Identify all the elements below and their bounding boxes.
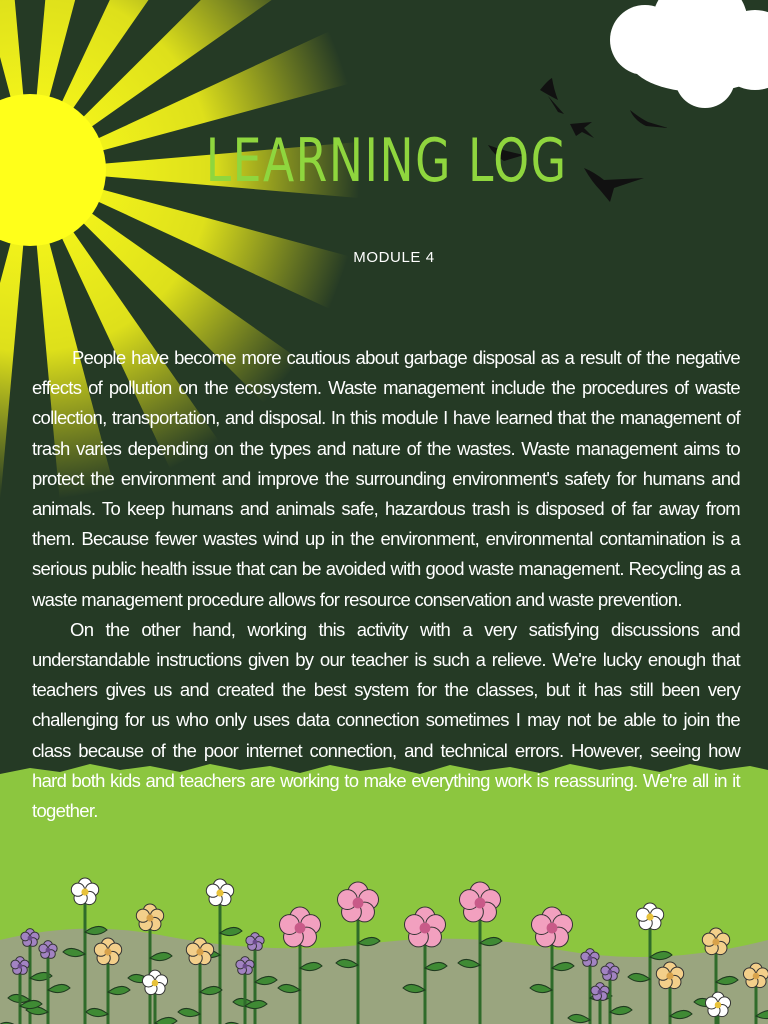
learning-log-text [32,343,740,826]
bird-icon [540,78,564,114]
module-subtitle: MODULE 4 [353,249,435,266]
page-title: LEARNING LOG [205,126,568,196]
cloud-icon [610,0,768,108]
paragraph: People have become more cautious about garbage disposal as a result of the negative effects of pollution on the ecosystem. Waste management include the procedures of waste collection, transportation, and disposal. In this module I have learned that the management of trash varies depending on the types and nature of the wastes. Waste management aims to protect the environment and improve the surrounding environment's safety for humans and animals. To keep humans and animals safe, hazardous trash is disposed of far away from them. Because fewer wastes wind up in the environment, environmental contamination is a serious public health issue that can be avoided with good waste management. Recycling as a waste management procedure allows for resource conservation and waste prevention. [32,347,740,610]
paragraph: On the other hand, working this activity with a very satisfying discussions and understandable instructions given by our teacher is such a relieve. We're lucky enough that teachers gives us and created the best system for the classes, but it has still been very challenging for us who only uses data connection sometimes I may not be able to join the class because of the poor internet connection, and technical errors. However, seeing how hard both kids and teachers are working to make everything work is reassuring. We're all in it together. [32,618,740,822]
